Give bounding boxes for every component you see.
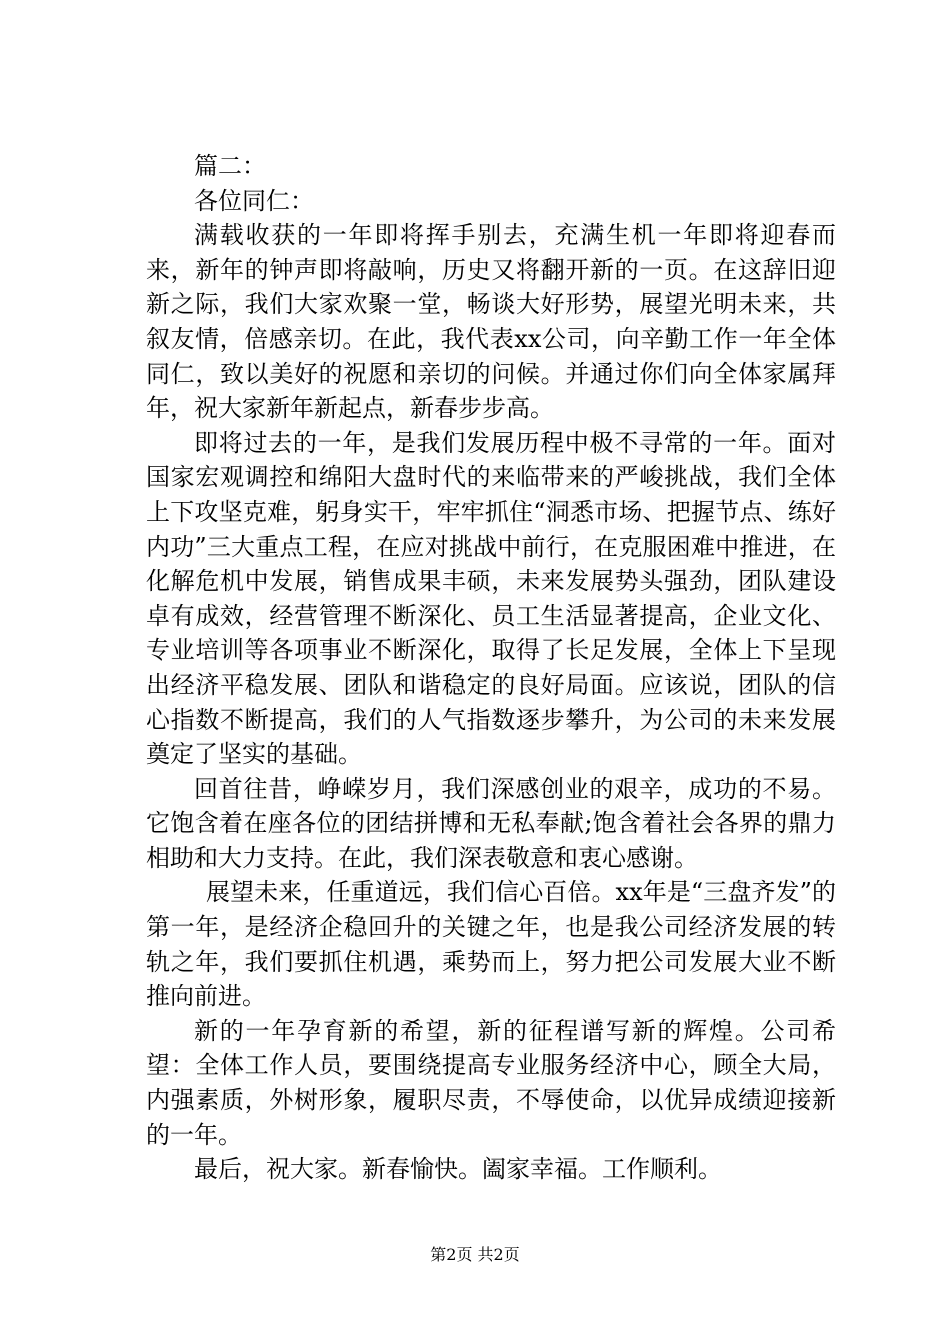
- paragraph-5: 新的一年孕育新的希望，新的征程谱写新的辉煌。公司希望：全体工作人员，要围绕提高专业服务经济中心，顾全大局，内强素质，外树形象，履职尽责，不辱使命，以优异成绩迎接新的一年。: [146, 1016, 836, 1149]
- document-body: [146, 149, 836, 1187]
- paragraph-2: 即将过去的一年，是我们发展历程中极不寻常的一年。面对国家宏观调控和绵阳大盘时代的来临带来的严峻挑战，我们全体上下攻坚克难，躬身实干，牢牢抓住“洞悉市场、把握节点、练好内功”三大重点工程，在应对挑战中前行，在克服困难中推进，在化解危机中发展，销售成果丰硕，未来发展势头强劲，团队建设卓有成效，经营管理不断深化、员工生活显著提高，企业文化、专业培训等各项事业不断深化，取得了长足发展，全体上下呈现出经济平稳发展、团队和谐稳定的良好局面。应该说，团队的信心指数不断提高，我们的人气指数逐步攀升，为公司的未来发展奠定了坚实的基础。: [146, 428, 836, 769]
- paragraph-4: 展望未来，任重道远，我们信心百倍。xx年是“三盘齐发”的第一年，是经济企稳回升的关键之年，也是我公司经济发展的转轨之年，我们要抓住机遇，乘势而上，努力把公司发展大业不断推向前进。: [146, 878, 836, 1011]
- paragraph-1: 满载收获的一年即将挥手别去，充满生机一年即将迎春而来，新年的钟声即将敲响，历史又将翻开新的一页。在这辞旧迎新之际，我们大家欢聚一堂，畅谈大好形势，展望光明未来，共叙友情，倍感亲切。在此，我代表xx公司，向辛勤工作一年全体同仁，致以美好的祝愿和亲切的问候。并通过你们向全体家属拜年，祝大家新年新起点，新春步步高。: [146, 221, 836, 423]
- section-heading: 篇二：: [194, 152, 266, 180]
- page-footer: [0, 1245, 950, 1265]
- page-number: 第2页 共2页: [430, 1245, 520, 1264]
- paragraph-6: 最后，祝大家。新春愉快。阖家幸福。工作顺利。: [194, 1155, 722, 1184]
- paragraph-3: 回首往昔，峥嵘岁月，我们深感创业的艰辛，成功的不易。它饱含着在座各位的团结拼博和无私奉献;饱含着社会各界的鼎力相助和大力支持。在此，我们深表敬意和衷心感谢。: [146, 774, 836, 872]
- salutation: 各位同仁：: [194, 186, 314, 215]
